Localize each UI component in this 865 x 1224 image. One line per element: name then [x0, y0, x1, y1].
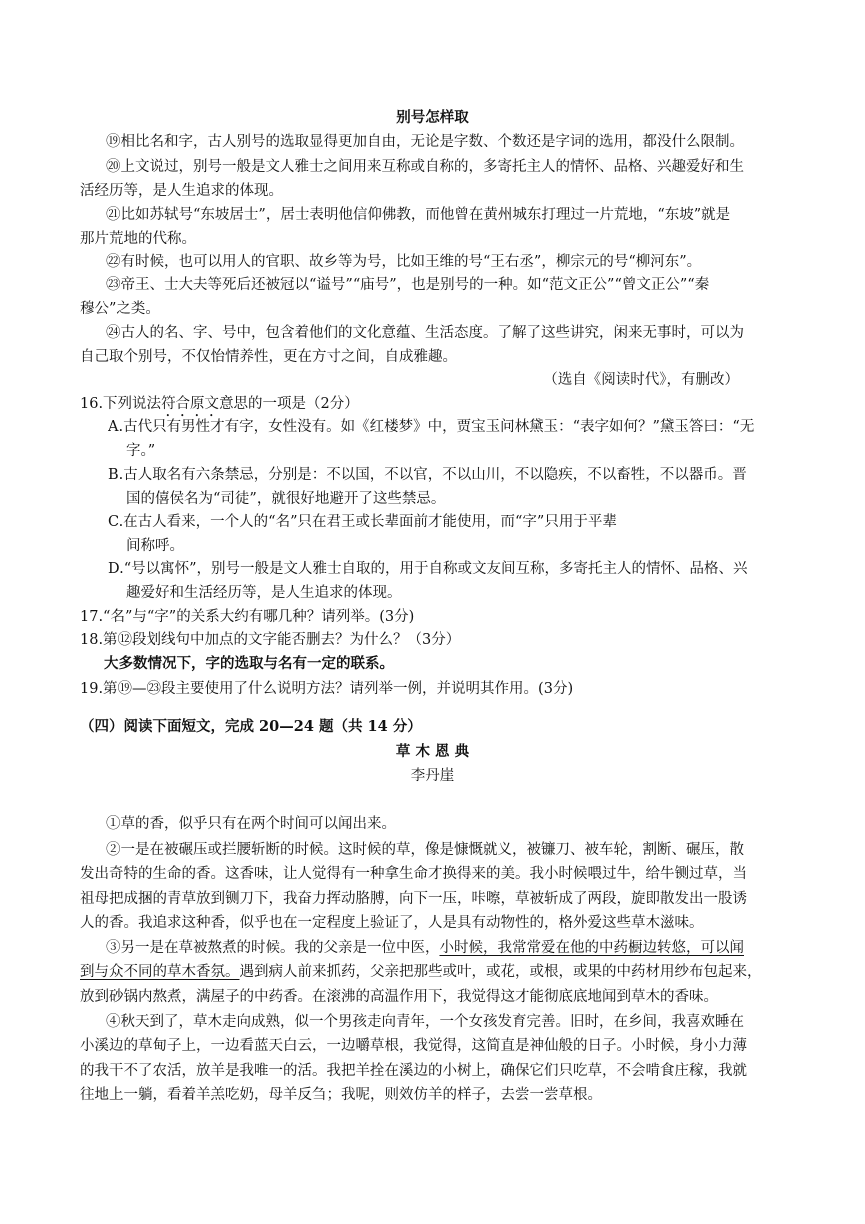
- section-title: 别号怎样取: [396, 109, 469, 126]
- question-19: 19.第⑲—㉓段主要使用了什么说明方法？请列举一例，并说明其作用。(3分): [80, 681, 574, 697]
- option-a-line-1: A.古代只有男性才有字，女性没有。如《红楼梦》中，贾宝玉问林黛玉：“表字如何？”黛玉答曰：“无: [108, 419, 755, 435]
- paragraph-21-line-2: 那片荒地的代称。: [80, 231, 196, 247]
- paragraph-24-line-1: ㉔古人的名、字、号中，包含着他们的文化意蕴、生活态度。了解了这些讲究，闲来无事时，可以为: [106, 325, 744, 341]
- underlined-sentence-part-1: 小时候，我常常爱在他的中药橱边转悠，可以闻: [439, 940, 744, 956]
- article-paragraph-3-line-3: 放到砂锅内熬煮，满屋子的中药香。在滚沸的高温作用下，我觉得这才能彻底底地闻到草木的香味。: [80, 989, 718, 1005]
- option-c-line-1: C.在古人看来，一个人的“名”只在君王或长辈面前才能使用，而“字”只用于平辈: [108, 514, 617, 530]
- option-b-line-2: 国的僖侯名为“司徒”，就很好地避开了这些禁忌。: [126, 491, 446, 507]
- paragraph-23-line-2: 穆公”之类。: [80, 301, 160, 317]
- article-author: 李丹崖: [410, 768, 455, 784]
- paragraph-19: ⑲相比名和字，古人别号的选取显得更加自由，无论是字数、个数还是字词的选用，都没什么限制。: [106, 134, 744, 150]
- paragraph-3-rest: 遇到病人前来抓药，父亲把那些或叶，或花，或根，或果的中药材用纱布包起来，: [239, 964, 762, 980]
- paragraph-23-line-1: ㉓帝王、士大夫等死后还被冠以“谥号”“庙号”，也是别号的一种。如“范文正公”“曾文正公”“秦: [106, 277, 710, 293]
- article-paragraph-4-line-2: 小溪边的草甸子上，一边看蓝天白云，一边嚼草根，我觉得，这简直是神仙般的日子。小时候，身小力薄: [80, 1038, 747, 1054]
- article-paragraph-4-line-3: 的我干不了农活，放羊是我唯一的活。我把羊拴在溪边的小树上，确保它们只吃草，不会啃食庄稼，我就: [80, 1063, 747, 1079]
- question-16-prefix: 16.下列说法: [80, 396, 162, 412]
- option-a-line-2: 字。”: [126, 443, 156, 459]
- article-paragraph-4-line-1: ④秋天到了，草木走向成熟，似一个男孩走向青年，一个女孩发育完善。旧时，在乡间，我喜欢睡在: [106, 1014, 744, 1030]
- question-18-quote: 大多数情况下，字的选取与名有一定的联系。: [104, 655, 394, 672]
- article-paragraph-3-line-2: [80, 960, 785, 984]
- article-paragraph-3-line-1: [106, 936, 785, 960]
- paragraph-22: ㉒有时候，也可以用人的官职、故乡等为号，比如王维的号“王右丞”，柳宗元的号“柳河东”。: [106, 254, 702, 270]
- option-b-line-1: B.古人取名有六条禁忌，分别是：不以国，不以官，不以山川，不以隐疾，不以畜牲，不以器币。晋: [108, 467, 747, 483]
- paragraph-3-lead-text: ③另一是在草被熬煮的时候。我的父亲是一位中医，: [106, 940, 440, 956]
- paragraph-20-line-1: ⑳上文说过，别号一般是文人雅士之间用来互称或自称的，多寄托主人的情怀、品格、兴趣爱好和生: [106, 159, 744, 175]
- question-18: 18.第⑫段划线句中加点的文字能否删去？为什么？（3分）: [80, 632, 461, 648]
- article-paragraph-4-line-4: 往地上一躺，看着羊羔吃奶，母羊反刍；我呢，则效仿羊的样子，去尝一尝草根。: [80, 1087, 602, 1103]
- question-17: 17.“名”与“字”的关系大约有哪几种？请列举。(3分): [80, 609, 415, 625]
- option-d-line-1: D.“号以寓怀”，别号一般是文人雅士自取的，用于自称或文友间互称，多寄托主人的情怀、品格、兴: [108, 561, 748, 577]
- paragraph-21-line-1: ㉑比如苏轼号“东坡居士”，居士表明他信仰佛教，而他曾在黄州城东打理过一片荒地，“东坡”就是: [106, 207, 731, 223]
- paragraph-20-line-2: 活经历等，是人生追求的体现。: [80, 183, 283, 199]
- question-16-emphasis: 符合原文: [161, 396, 220, 412]
- option-c-line-2: 间称呼。: [126, 538, 184, 554]
- article-paragraph-2-line-3: 祖母把成捆的青草放到铡刀下，我奋力挥动胳膊，向下一压，咔嚓，草被斩成了两段，旋即散发出一股诱: [80, 891, 747, 907]
- article-title: 草 木 恩 典: [395, 743, 470, 760]
- article-paragraph-1: ①草的香，似乎只有在两个时间可以闻出来。: [106, 816, 396, 832]
- article-paragraph-2-line-2: 发出奇特的生命的香。这香味，让人觉得有一种拿生命才换得来的美。我小时候喂过牛，给牛铡过草，当: [80, 866, 747, 882]
- article-paragraph-2-line-4: 人的香。我追求这种香，似乎也在一定程度上验证了，人是具有动物性的，格外爱这些草木滋味。: [80, 915, 704, 931]
- paragraph-24-line-2: 自己取个别号，不仅怡情养性，更在方寸之间，自成雅趣。: [80, 349, 457, 365]
- section-heading: （四）阅读下面短文，完成 20—24 题（共 14 分）: [80, 718, 422, 735]
- underlined-sentence-part-2: 到与众不同的草木香氛。: [80, 964, 240, 980]
- option-d-line-2: 趣爱好和生活经历等，是人生追求的体现。: [126, 585, 402, 601]
- question-16-suffix: 意思的一项是（2分）: [219, 396, 359, 412]
- article-paragraph-2-line-1: ②一是在被碾压或拦腰斩断的时候。这时候的草，像是慷慨就义，被镰刀、被车轮，割断、碾压，散: [106, 842, 744, 858]
- source-note: （选自《阅读时代》，有删改）: [543, 372, 739, 388]
